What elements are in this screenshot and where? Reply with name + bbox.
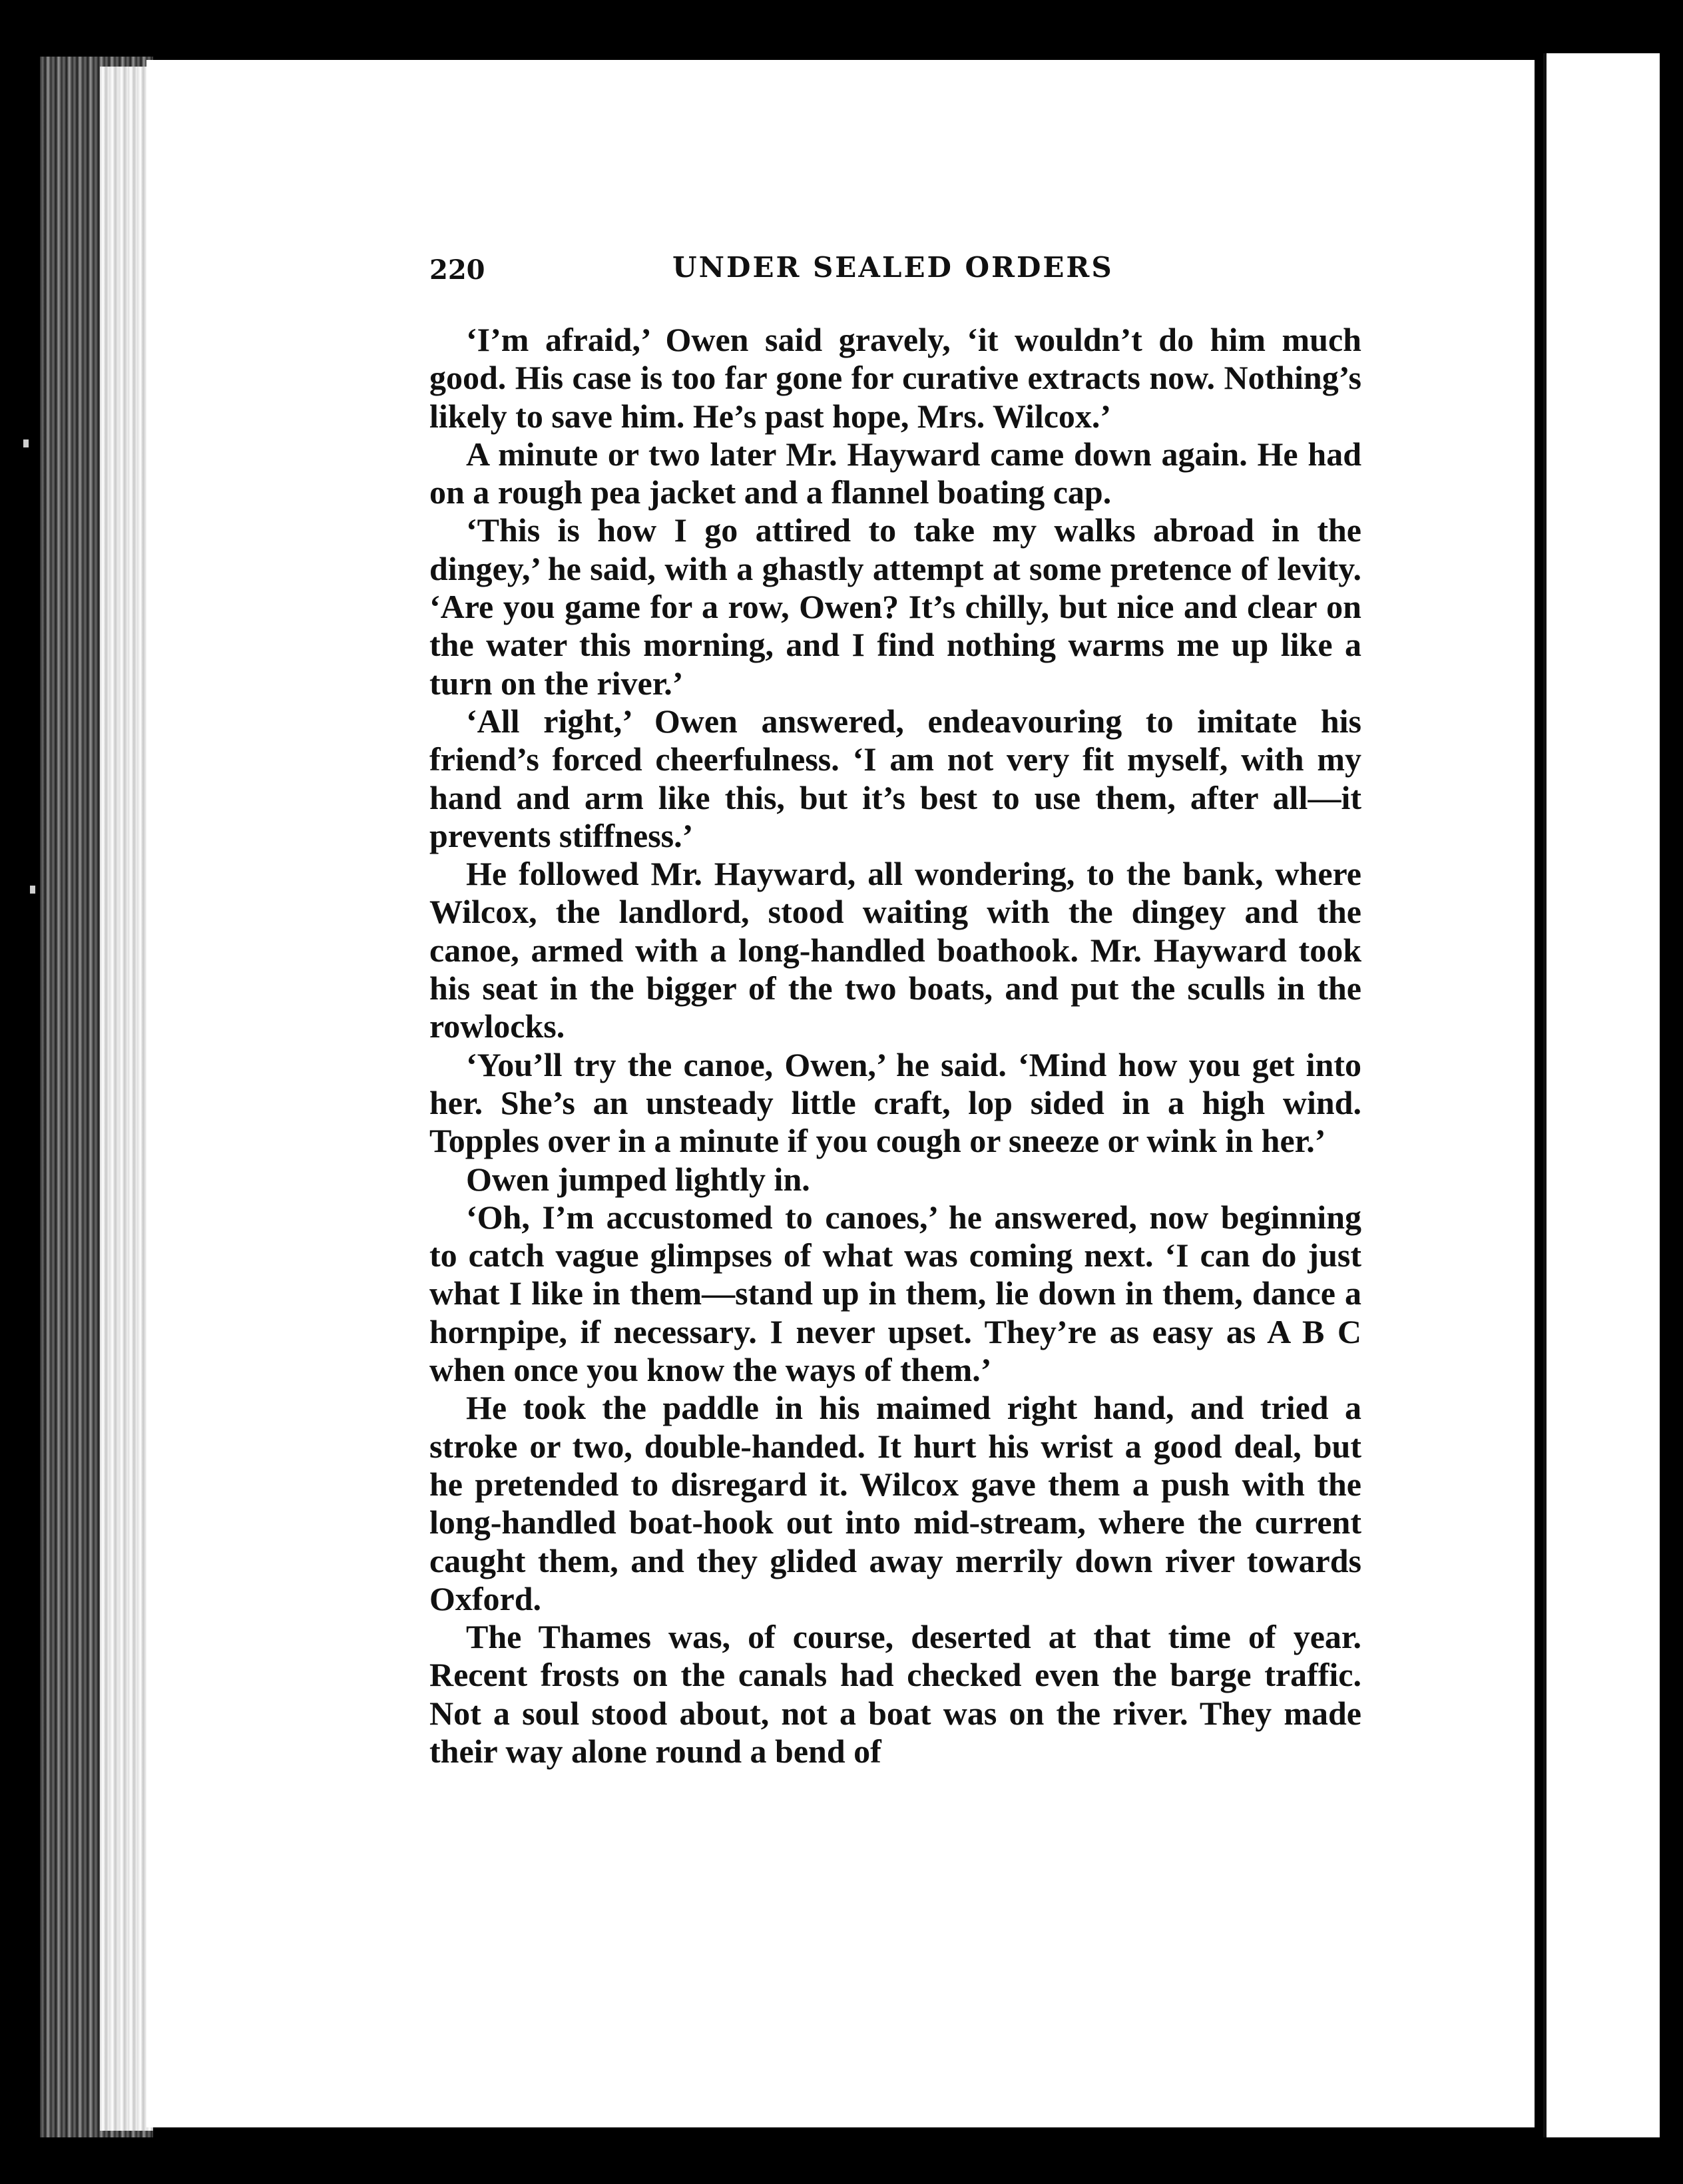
- book-page-edges-highlight: [100, 67, 153, 2131]
- paragraph: A minute or two later Mr. Hayward came down again. He had on a rough pea jacket and a flannel boating cap.: [429, 435, 1361, 511]
- facing-page-edge: [1543, 53, 1660, 2137]
- scan-speck: [23, 439, 29, 447]
- paragraph: Owen jumped lightly in.: [466, 1160, 810, 1198]
- running-title: UNDER SEALED ORDERS: [672, 251, 1114, 284]
- paragraph: He followed Mr. Hayward, all wondering, to the bank, where Wilcox, the landlord, stood waiting with the dingey and the canoe, armed with a long-handled boathook. Mr. Hayward took his seat in the bigger of the two boats, and put the sculls in the rowlocks.: [429, 855, 1361, 1045]
- paragraph: ‘I’m afraid,’ Owen said gravely, ‘it wouldn’t do him much good. His case is too far gone for curative extracts now. Nothing’s likely to save him. He’s past hope, Mrs. Wilcox.’: [429, 321, 1361, 435]
- paragraph: ‘This is how I go attired to take my walks abroad in the dingey,’ he said, with a ghastly attempt at some pretence of levity. ‘Are you game for a row, Owen? It’s chilly, but nice and clear on the water this morning, and I find nothing warms me up like a turn on the river.’: [429, 511, 1361, 702]
- paragraph: He took the paddle in his maimed right hand, and tried a stroke or two, double-handed. It hurt his wrist a good deal, but he pretended to disregard it. Wilcox gave them a push with the long-handled boat-hook out into mid-stream, where the current caught them, and they glided away merrily down river towards Oxford.: [429, 1389, 1361, 1617]
- paragraph: ‘You’ll try the canoe, Owen,’ he said. ‘Mind how you get into her. She’s an unsteady little craft, lop sided in a high wind. Topples over in a minute if you cough or sneeze or wink in her.’: [429, 1045, 1361, 1160]
- paragraph: ‘All right,’ Owen answered, endeavouring to imitate his friend’s forced cheerfulness. ‘I am not very fit myself, with my hand and arm like this, but it’s best to use them, after all—it prevents stiffness.’: [429, 702, 1361, 854]
- paragraph: ‘Oh, I’m accustomed to canoes,’ he answered, now beginning to catch vague glimpses of what was coming next. ‘I can do just what I like in them—stand up in them, lie down in them, dance a hornpipe, if necessary. I never upset. They’re as easy as A B C when once you know the ways of them.’: [429, 1198, 1361, 1389]
- running-head: [429, 251, 1361, 298]
- paragraph: The Thames was, of course, deserted at that time of year. Recent frosts on the canals had checked even the barge traffic. Not a soul stood about, not a boat was on the river. They made their way alone round a bend of: [429, 1618, 1361, 1770]
- page-number: 220: [429, 254, 485, 286]
- body-text: [429, 321, 1361, 1771]
- scan-speck: [30, 886, 35, 894]
